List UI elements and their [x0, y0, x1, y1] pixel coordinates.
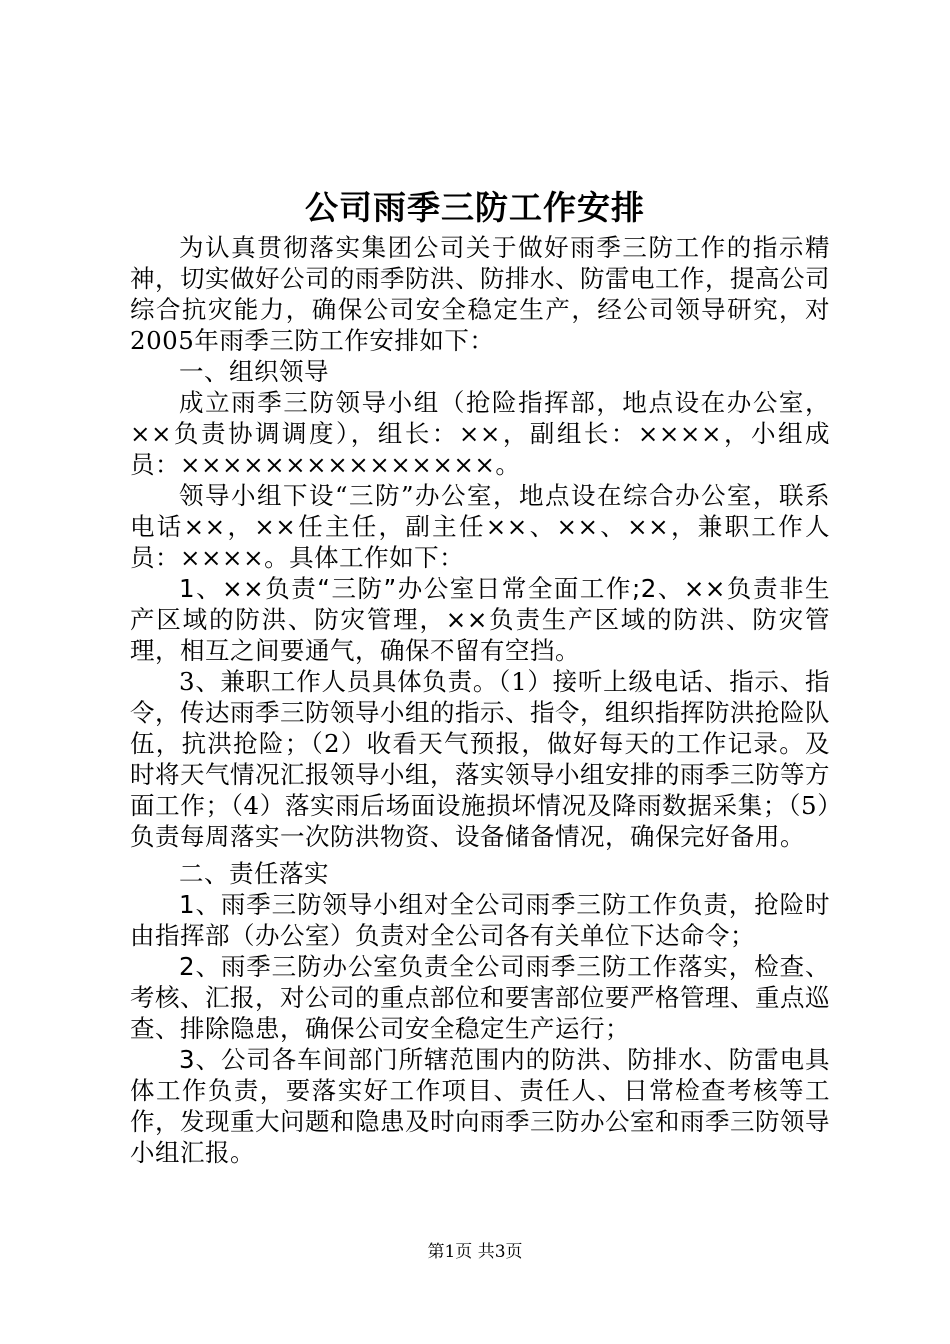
- duty-item-3-paragraph: 3、兼职工作人员具体负责。（1）接听上级电话、指示、指令，传达雨季三防领导小组的指示、指令，组织指挥防洪抢险队伍，抗洪抢险；（2）收看天气预报，做好每天的工作记录。及时将天气情况汇报领导小组，落实领导小组安排的雨季三防等方面工作；（4）落实雨后场面设施损坏情况及降雨数据采集；（5）负责每周落实一次防洪物资、设备储备情况，确保完好备用。: [130, 667, 830, 851]
- section-heading-organization: 一、组织领导: [179, 357, 329, 386]
- office-setup-paragraph: 领导小组下设“三防”办公室，地点设在综合办公室，联系电话××，××任主任，副主任××、××、××，兼职工作人员：××××。具体工作如下：: [130, 481, 830, 572]
- responsibility-item-1: 1、雨季三防领导小组对全公司雨季三防工作负责，抢险时由指挥部（办公室）负责对全公司各有关单位下达命令；: [130, 890, 830, 950]
- document-title: 公司雨季三防工作安排: [305, 188, 645, 227]
- document-body: [130, 232, 830, 1168]
- page-footer: 第1页 共3页: [427, 1242, 523, 1262]
- section-heading-responsibility: 二、责任落实: [179, 859, 329, 888]
- responsibility-item-3: 3、公司各车间部门所辖范围内的防洪、防排水、防雷电具体工作负责，要落实好工作项目、责任人、日常检查考核等工作，发现重大问题和隐患及时向雨季三防办公室和雨季三防领导小组汇报。: [130, 1045, 830, 1167]
- leadership-group-paragraph: 成立雨季三防领导小组（抢险指挥部，地点设在办公室，××负责协调调度），组长：××，副组长：××××，小组成员：×××××××××××××××。: [130, 388, 830, 479]
- intro-paragraph: 为认真贯彻落实集团公司关于做好雨季三防工作的指示精神，切实做好公司的雨季防洪、防排水、防雷电工作，提高公司综合抗灾能力，确保公司安全稳定生产，经公司领导研究，对2005年雨季三防工作安排如下：: [130, 233, 830, 355]
- duty-item-1-2-paragraph: 1、××负责“三防”办公室日常全面工作;2、××负责非生产区域的防洪、防灾管理，××负责生产区域的防洪、防灾管理，相互之间要通气，确保不留有空挡。: [130, 574, 830, 665]
- responsibility-item-2: 2、雨季三防办公室负责全公司雨季三防工作落实，检查、考核、汇报，对公司的重点部位和要害部位要严格管理、重点巡查、排除隐患，确保公司安全稳定生产运行；: [130, 952, 830, 1043]
